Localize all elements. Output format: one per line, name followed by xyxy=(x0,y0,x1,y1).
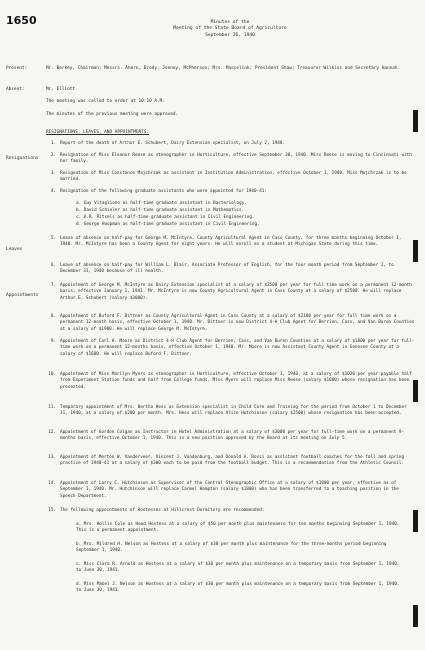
list-item: 14. Appointment of Larry C. Hutchinson as Supervisor of the Central Stenographic Office at a salary of $1800 per year, effective as of September 1, 1940. Mr. Hutchinson will replace Carmel Hampton (salary $1800) who has been transferred to a teaching position in the Speech Department. xyxy=(48,481,399,499)
present-text: Mr. Berkey, Chairman; Messrs. Ahern, Brody, Jenney, McPherson; Mrs. Masselink; President Shaw; Treasurer Wilkins and Secretary Hannah. xyxy=(46,66,401,71)
binding-mark xyxy=(413,110,418,132)
list-item: 8. Appointment of Buford F. Bittner as County Agricultural Agent in Cass County at a salary of $2100 per year for full time work on a permanent 12-month basis, effective October 1, 1940. Mr. Bittner is now District 4-H Club Agent for Berrien, Cass, and Van Buren Counties at a salary of $1900. He will replace George M. McIntyre. xyxy=(50,314,415,332)
list-item: 4. Resignation of the following graduate assistants who were appointed for 1940-41: xyxy=(50,189,267,194)
list-item: 1. Report of the death of Arthur E. Schubert, Dairy Extension specialist, on July 2, 1940. xyxy=(50,141,286,146)
present-block xyxy=(6,66,411,72)
called-to-order: The meeting was called to order at 10:10 A.M. xyxy=(46,99,165,104)
list-item: 15. The following appointments of Hostesses at Hillcrest Dormitory are recommended: xyxy=(48,508,265,513)
list-item: 7. Appointment of George M. McIntyre as Dairy Extension specialist at a salary of $2500 per year for full time work on a permanent 12-month basis, effective January 1, 1941. Mr. McIntyre is now County Agricultural Agent in Cass County at a salary of $2500. He will replace Arthur E. Schubert (salary $3000). xyxy=(50,283,412,301)
list-item: 11. Temporary appointment of Mrs. Bertha Hess as Extension specialist in Child Care and Training for the period from October 1 to December 31, 1940, at a salary of $200 per month. Mrs. Hess will replace Alice Hutchinson (salary $2500) whose resignation has been accepted. xyxy=(48,405,407,417)
margin-leaves: Leaves xyxy=(6,247,23,252)
minutes-header xyxy=(100,20,360,39)
minutes-approved: The minutes of the previous meeting were approved. xyxy=(46,112,179,117)
list-item: 12. Appointment of Gordon Colgan as Instructor in Hotel Administration at a salary of $3000 per year for full-time work on a permanent 9-months basis, effective October 1, 1940. This is a new position approved by the Board at its meeting on July 5. xyxy=(48,430,405,442)
absent-text: Mr. Elliott xyxy=(46,87,76,92)
absent-block xyxy=(6,87,75,92)
grad-assistant-item: d. George Hoopman as half-time graduate assistant in Civil Engineering. xyxy=(76,222,260,227)
header-date: September 26, 1940 xyxy=(205,32,255,38)
list-item: 10. Appointment of Miss Marilyn Myers as stenographer in Horticulture, effective October 1, 1940, at a salary of $1020 per year payable half from Experiment Station funds and half from College funds. Miss Myers will replace Miss Reese (salary $1080) whose resignation has been presented. xyxy=(48,372,412,390)
hostess-item: a. Mrs. Hollis Cole as Head Hostess at a salary of $50 per month plus maintenance for ten months beginning September 1, 1940. This is a permanent appointment. xyxy=(76,522,400,534)
margin-appointments: Appointments xyxy=(6,293,39,298)
hostess-item: b. Mrs. Mildred H. Nelson as Hostess at a salary of $30 per month plus maintenance for the three-months period beginning September 1, 1940. xyxy=(76,542,387,554)
binding-mark xyxy=(413,605,418,627)
section-heading: RESIGNATIONS, LEAVES, AND APPOINTMENTS: xyxy=(46,130,150,135)
list-item: 13. Appointment of Merton W. Vanderveer, Vincent J. Vandenburg, and Donald A. Rossi as assistant football coaches for the fall and spring practice of 1940-41 at a salary of $300 each to be paid from the football budget. This is a recommendation from the Athletic Council. xyxy=(48,455,405,467)
header-meeting: Meeting of the State Board of Agriculture xyxy=(173,26,287,32)
grad-assistant-item: a. Guy Vitaglione as half-time graduate assistant in Bacteriology. xyxy=(76,201,247,206)
page-number: 1650 xyxy=(6,14,37,27)
present-label: Present: xyxy=(6,66,28,71)
grad-assistant-item: b. David Schieler as half-time graduate assistant in Mathematics. xyxy=(76,208,245,213)
hostess-item: d. Miss Mabel J. Nelson as Hostess at a salary of $30 per month plus maintenance on a temporary basis from September 1, 1940, to June 30, 1941. xyxy=(76,582,400,594)
hostess-item: c. Miss Clara R. Arnold as Hostess at a salary of $30 per month plus maintenance on a temporary basis from September 1, 1940, to June 30, 1941. xyxy=(76,562,400,574)
list-item: 6. Leave of absence on half-pay for William L. Blair, Associate Professor of English, for the four month period from September 1, to December 31, 1940 because of ill health. xyxy=(50,263,394,275)
list-item: 9. Appointment of Carl H. Moore as District 4-H Club Agent for Berrien, Cass, and Van Buren Counties at a salary of $1800 per year for full-time work on a permanent 12-months basis, effective October 1, 1940. Mr. Moore is now Assistant County Agent in Genesee County at a salary of $1600. He will replace Buford F. Bittner. xyxy=(50,339,415,357)
list-item: 2. Resignation of Miss Eleanor Reese as stenographer in Horticulture, effective September 30, 1940. Miss Reese is moving to Cincinnati with her family. xyxy=(50,153,412,165)
grad-assistant-item: c. A.R. Ritsels as half-time graduate assistant in Civil Engineering. xyxy=(76,215,255,220)
binding-mark xyxy=(413,380,418,402)
list-item: 3. Resignation of Miss Constance Majchrzak as assistant in Institution Administration, effective October 1, 1940. Miss Majchrzak is to be married. xyxy=(50,171,407,183)
absent-label: Absent: xyxy=(6,87,25,92)
margin-resignations: Resignations xyxy=(6,156,39,161)
binding-mark xyxy=(413,510,418,532)
header-title: Minutes of the xyxy=(210,20,250,25)
list-item: 5. Leave of absence on half-pay for George M. McIntyre, County Agricultural Agent in Cass County, for three months beginning October 1, 1940. Mr. McIntyre has been a County Agent for eight years. He will enroll as a student at Michigan State during this time. xyxy=(50,236,402,248)
binding-mark xyxy=(413,240,418,262)
